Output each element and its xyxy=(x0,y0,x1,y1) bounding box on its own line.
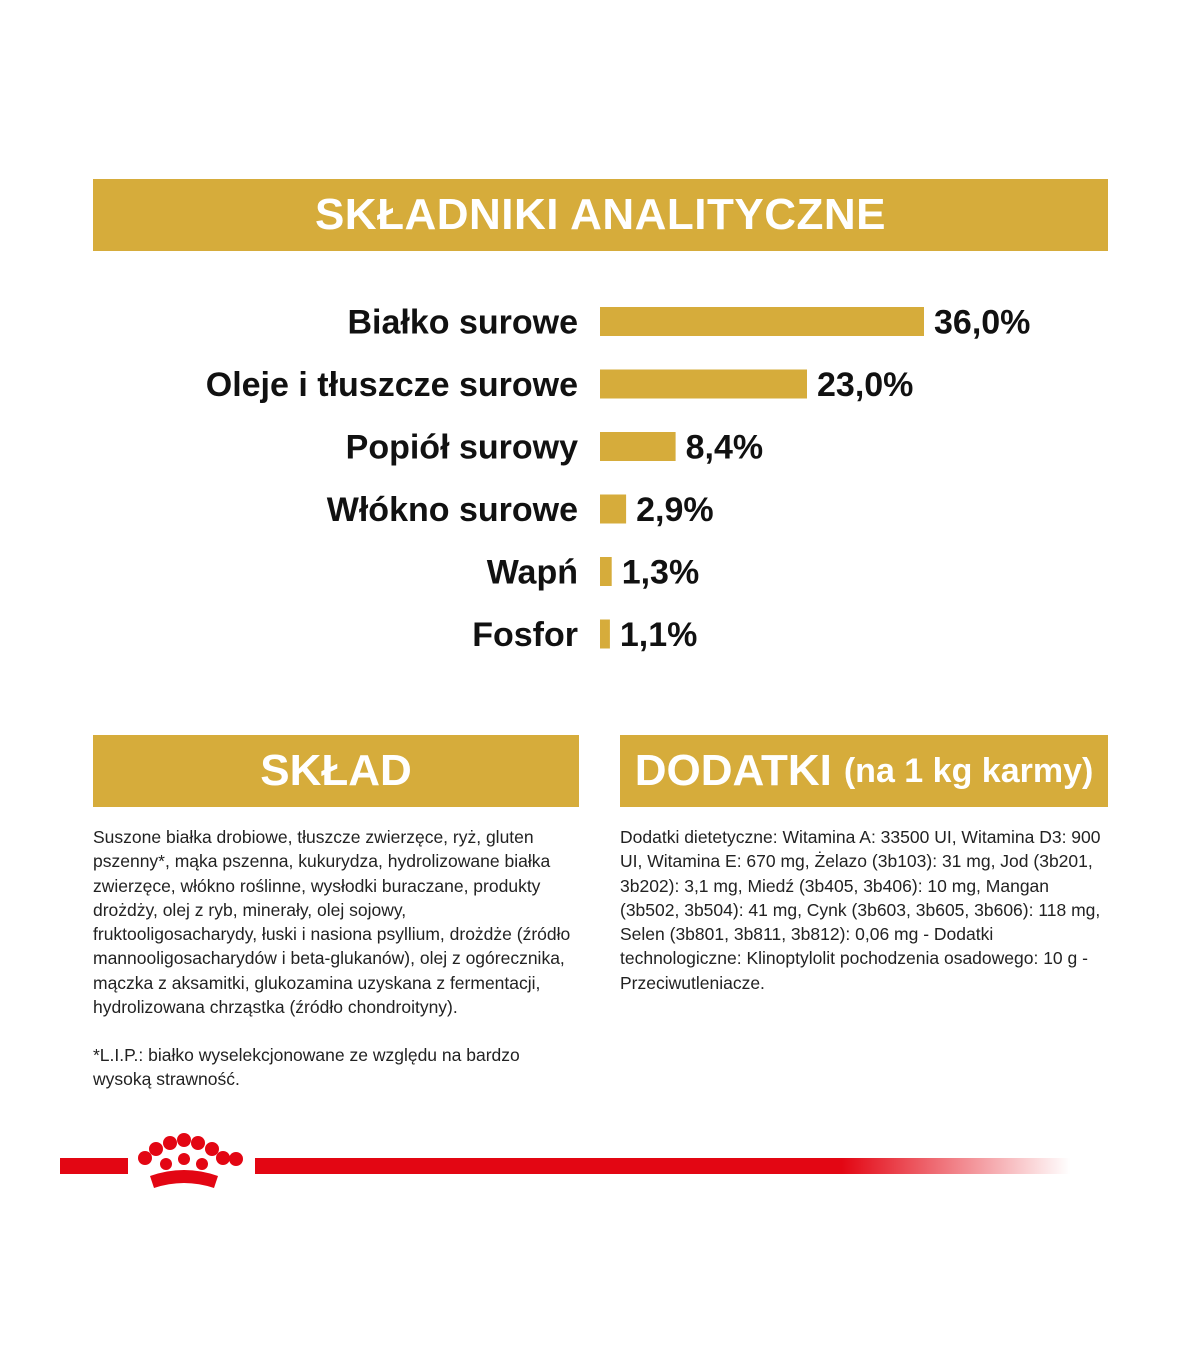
dodatki-banner xyxy=(620,735,1108,807)
category-label: Popiół surowy xyxy=(345,428,578,467)
bar xyxy=(600,307,924,336)
category-label: Fosfor xyxy=(472,616,578,654)
value-label: 8,4% xyxy=(685,428,764,467)
category-label: Białko surowe xyxy=(347,303,578,342)
category-label: Oleje i tłuszcze surowe xyxy=(205,366,578,404)
footer-line-left xyxy=(60,1158,128,1174)
footer-brand-line xyxy=(0,1130,1200,1210)
bar xyxy=(600,495,626,524)
analytic-banner xyxy=(93,179,1108,251)
bar xyxy=(600,370,807,399)
sklad-banner xyxy=(93,735,579,807)
value-label: 1,3% xyxy=(621,553,700,592)
category-label: Włókno surowe xyxy=(326,491,578,529)
value-label: 1,1% xyxy=(619,616,698,654)
dodatki-title: DODATKI xyxy=(634,746,832,795)
dodatki-text: Dodatki dietetyczne: Witamina A: 33500 UI, Witamina D3: 900 UI, Witamina E: 670 mg, Żelazo (3b103): 31 mg, Jod (3b201, 3b202): 3,1 mg, Miedź (3b405, 3b406): 10 mg, Mangan (3b502, 3b504): 41 mg, Cynk (3b603, 3b605, 3b606): 118 mg, Selen (3b801, 3b811, 3b812): 0,06 mg - Dodatki technologiczne: Klinoptylolit pochodzenia osadowego: 10 g - Przeciwutleniacze. xyxy=(620,827,1101,993)
sklad-footnote: *L.I.P.: białko wyselekcjonowane ze względu na bardzo wysoką strawność. xyxy=(93,1045,520,1090)
bar xyxy=(600,557,612,586)
value-label: 36,0% xyxy=(934,303,1031,342)
crown-logo-icon xyxy=(138,1133,243,1188)
analytic-title: SKŁADNIKI ANALITYCZNE xyxy=(314,190,887,239)
bar xyxy=(600,432,676,461)
dodatki-subtitle: (na 1 kg karmy) xyxy=(843,751,1094,790)
sklad-ingredients-text: Suszone białka drobiowe, tłuszcze zwierzęce, ryż, gluten pszenny*, mąka pszenna, kukurydza, hydrolizowane białka zwierzęce, włókno roślinne, wysłodki buraczane, produkty drożdży, olej z ryb, minerały, olej sojowy, fruktooligosacharydy, łuski i nasiona psyllium, drożdże (źródło mannooligosacharydów i beta-glukanów), olej z ogórecznika, mączka z aksamitki, glukozamina uzyskana z fermentacji, hydrolizowana chrząstka (źródło chondroityny). xyxy=(93,827,571,1018)
value-label: 23,0% xyxy=(817,366,914,404)
value-label: 2,9% xyxy=(636,491,714,529)
footer-line-right xyxy=(255,1158,1070,1174)
category-label: Wapń xyxy=(486,553,578,592)
analytic-bar-chart xyxy=(0,280,1200,680)
bar xyxy=(600,620,610,649)
sklad-title: SKŁAD xyxy=(260,746,412,795)
